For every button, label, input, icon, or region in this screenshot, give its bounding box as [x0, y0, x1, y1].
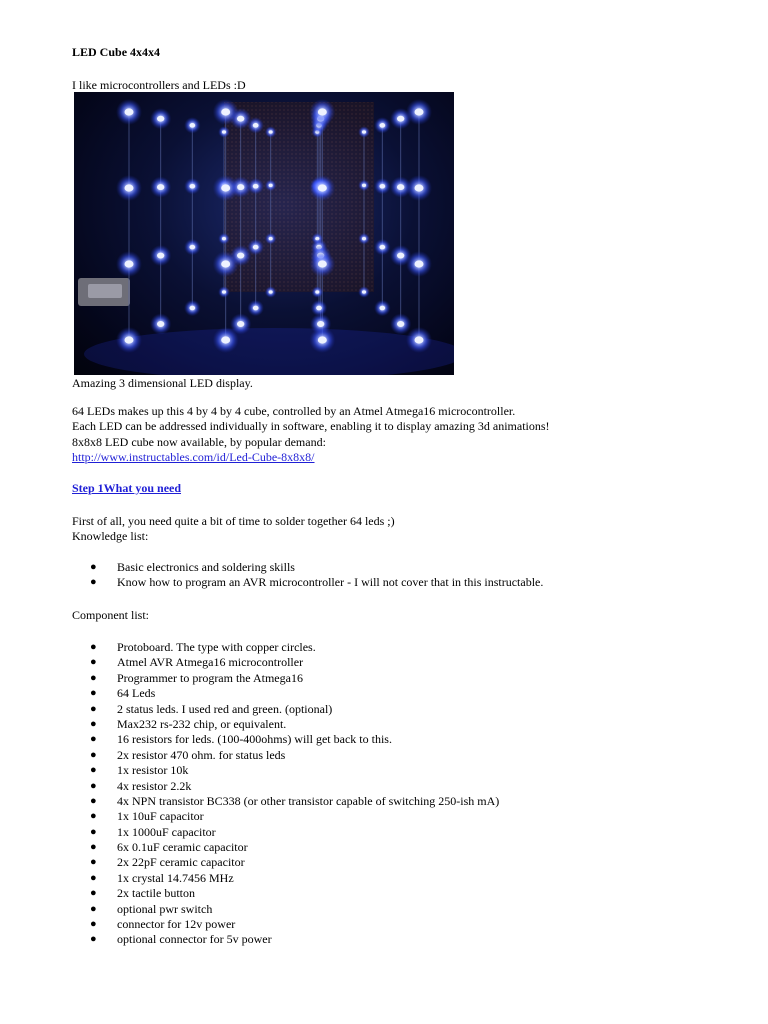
bullet-icon: ●: [90, 748, 97, 761]
list-item-text: Basic electronics and soldering skills: [117, 560, 295, 574]
bullet-icon: ●: [90, 561, 97, 573]
bullet-icon: ●: [90, 641, 97, 653]
led-core: [221, 336, 230, 343]
led-core: [125, 336, 134, 343]
list-item-text: 1x 10uF capacitor: [117, 809, 204, 824]
led-core: [253, 184, 259, 189]
list-item-text: Atmel AVR Atmega16 microcontroller: [117, 655, 304, 670]
bullet-icon: ●: [90, 933, 97, 946]
page-title: LED Cube 4x4x4: [72, 45, 161, 59]
led-core: [189, 184, 195, 189]
list-item-text: Know how to program an AVR microcontroller - I will not cover that in this instructable.: [117, 575, 544, 590]
bullet-icon: ●: [90, 918, 97, 931]
knowledge-label: Knowledge list:: [72, 529, 149, 544]
bullet-icon: ●: [90, 856, 97, 869]
bullet-icon: ●: [90, 656, 97, 669]
led-core: [318, 260, 327, 267]
list-item: [72, 560, 543, 575]
list-item-text: 1x resistor 10k: [117, 763, 189, 778]
knowledge-list: [72, 560, 543, 591]
bullet-icon: ●: [90, 671, 97, 684]
led-core: [362, 130, 366, 133]
led-core: [318, 336, 327, 343]
description-line: 64 LEDs makes up this 4 by 4 by 4 cube, controlled by an Atmel Atmega16 microcontroller.: [72, 404, 516, 418]
list-item-text: optional pwr switch: [117, 901, 213, 916]
led-core: [379, 245, 385, 250]
led-core: [189, 245, 195, 250]
list-item-text: 2x tactile button: [117, 886, 195, 901]
led-core: [253, 123, 259, 128]
led-core: [397, 184, 404, 190]
led-core: [317, 321, 324, 327]
list-item: [72, 763, 499, 778]
led-core: [253, 245, 259, 250]
list-item: [72, 871, 499, 886]
list-item: [72, 886, 499, 901]
led-core: [379, 306, 385, 311]
list-item: [72, 825, 499, 840]
list-item: [72, 671, 499, 686]
bullet-icon: ●: [90, 841, 97, 854]
bullet-icon: ●: [90, 779, 97, 792]
led-core: [362, 237, 366, 240]
bullet-icon: ●: [90, 717, 97, 730]
photo-caption: Amazing 3 dimensional LED display.: [72, 376, 253, 390]
list-item-text: optional connector for 5v power: [117, 932, 272, 947]
led-cube-illustration: [74, 92, 454, 375]
led-core: [397, 321, 404, 327]
list-item-text: 64 Leds: [117, 686, 156, 701]
list-item-text: 1x crystal 14.7456 MHz: [117, 870, 234, 885]
bullet-icon: ●: [90, 576, 97, 589]
led-core: [157, 321, 164, 327]
list-item-text: 2x resistor 470 ohm. for status leds: [117, 747, 286, 762]
list-item: [72, 732, 499, 747]
bullet-icon: ●: [90, 887, 97, 900]
led-core: [415, 260, 424, 267]
led-core: [222, 290, 226, 293]
cube-8x8x8-link[interactable]: http://www.instructables.com/id/Led-Cube-8x8x8/: [72, 450, 315, 465]
led-core: [125, 260, 134, 267]
led-core: [269, 290, 273, 293]
led-core: [222, 130, 226, 133]
led-core: [237, 321, 244, 327]
list-item: [72, 640, 499, 655]
led-core: [318, 184, 327, 191]
list-item-text: 2x 22pF ceramic capacitor: [117, 855, 245, 870]
led-core: [379, 184, 385, 189]
bullet-icon: ●: [90, 794, 97, 807]
led-core: [157, 116, 164, 122]
list-item-text: connector for 12v power: [117, 917, 236, 932]
list-item: [72, 702, 499, 717]
led-core: [397, 253, 404, 259]
bullet-icon: ●: [90, 702, 97, 715]
led-core: [125, 184, 134, 191]
list-item-text: 6x 0.1uF ceramic capacitor: [117, 840, 248, 855]
list-item: [72, 794, 499, 809]
list-item-text: 2 status leds. I used red and green. (optional): [117, 701, 333, 716]
led-core: [415, 336, 424, 343]
led-cube-photo: [74, 92, 454, 375]
list-item-text: Max232 rs-232 chip, or equivalent.: [117, 716, 287, 731]
list-item: [72, 748, 499, 763]
led-core: [237, 253, 244, 259]
bullet-icon: ●: [90, 733, 97, 746]
led-core: [415, 108, 424, 115]
led-core: [269, 184, 273, 187]
list-item: [72, 717, 499, 732]
list-item-text: 1x 1000uF capacitor: [117, 824, 216, 839]
list-item: [72, 932, 499, 947]
led-core: [222, 237, 226, 240]
led-core: [415, 184, 424, 191]
led-core: [362, 290, 366, 293]
bullet-icon: ●: [90, 871, 97, 884]
list-item: [72, 686, 499, 701]
list-item-text: 4x NPN transistor BC338 (or other transistor capable of switching 250-ish mA): [117, 793, 500, 808]
list-item: [72, 655, 499, 670]
led-core: [315, 290, 319, 293]
list-item: [72, 575, 543, 590]
bullet-icon: ●: [90, 687, 97, 700]
led-core: [397, 116, 404, 122]
led-core: [189, 123, 195, 128]
led-core: [318, 108, 327, 115]
led-core: [379, 123, 385, 128]
component-list: [72, 640, 499, 948]
list-item: [72, 840, 499, 855]
led-core: [125, 108, 134, 115]
led-core: [269, 237, 273, 240]
led-core: [157, 184, 164, 190]
led-core: [157, 253, 164, 259]
led-core: [189, 306, 195, 311]
step-intro-line: First of all, you need quite a bit of time to solder together 64 leds ;): [72, 514, 395, 528]
bullet-icon: ●: [90, 764, 97, 777]
step-intro: [72, 514, 395, 545]
list-item: [72, 855, 499, 870]
list-item-text: Protoboard. The type with copper circles.: [117, 640, 316, 654]
description-line: Each LED can be addressed individually in software, enabling it to display amazing 3d animations!: [72, 419, 550, 434]
bullet-icon: ●: [90, 825, 97, 838]
step-1-link[interactable]: Step 1What you need: [72, 481, 182, 495]
led-core: [221, 260, 230, 267]
led-core: [362, 184, 366, 187]
list-item-text: 16 resistors for leds. (100-400ohms) will get back to this.: [117, 732, 392, 747]
description-block: [72, 404, 550, 466]
led-core: [316, 306, 322, 311]
bullet-icon: ●: [90, 810, 97, 823]
list-item: [72, 917, 499, 932]
list-item-text: 4x resistor 2.2k: [117, 778, 192, 793]
component-label: Component list:: [72, 608, 150, 622]
intro-text: I like microcontrollers and LEDs :D: [72, 78, 246, 92]
led-core: [253, 306, 259, 311]
led-core: [221, 108, 230, 115]
step-heading: [72, 481, 181, 496]
list-item: [72, 902, 499, 917]
list-item-text: Programmer to program the Atmega16: [117, 670, 303, 685]
list-item: [72, 809, 499, 824]
led-core: [221, 184, 230, 191]
bullet-icon: ●: [90, 902, 97, 915]
description-line: 8x8x8 LED cube now available, by popular demand:: [72, 434, 326, 449]
led-core: [269, 130, 273, 133]
list-item: [72, 779, 499, 794]
led-core: [237, 116, 244, 122]
